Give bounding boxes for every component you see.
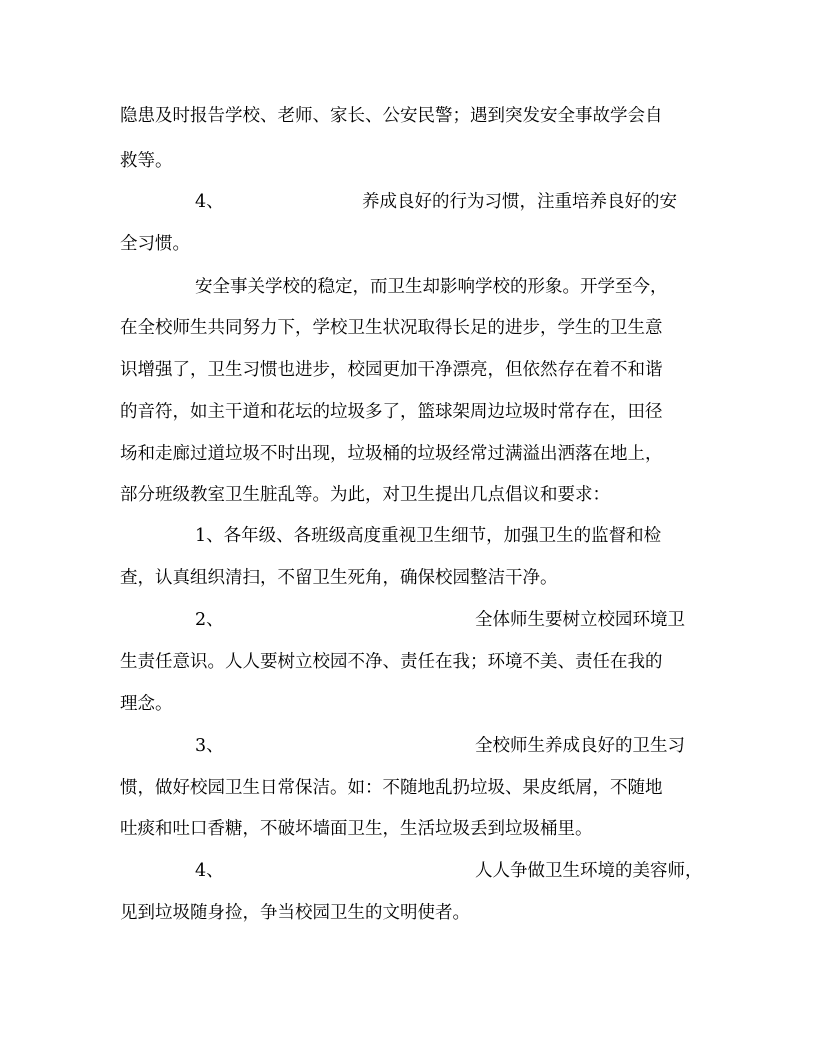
text-line: 识增强了，卫生习惯也进步，校园更加干净漂亮，但依然存在着不和谐 (120, 360, 663, 380)
text-line: 隐患及时报告学校、老师、家长、公安民警；遇到突发安全事故学会自 (120, 106, 663, 126)
list-number: 4、 (195, 861, 224, 881)
text-line: 见到垃圾随身捡，争当校园卫生的文明使者。 (120, 903, 470, 923)
text-line: 全习惯。 (120, 234, 190, 254)
text-line: 人人争做卫生环境的美容师， (475, 861, 703, 881)
text-line: 场和走廊过道垃圾不时出现，垃圾桶的垃圾经常过满溢出洒落在地上， (120, 444, 663, 464)
text-line: 安全事关学校的稳定，而卫生却影响学校的形象。开学至今， (195, 277, 668, 297)
text-line: 吐痰和吐口香糖，不破坏墙面卫生，生活垃圾丢到垃圾桶里。 (120, 819, 593, 839)
list-number: 2、 (195, 610, 224, 630)
text-line: 全校师生养成良好的卫生习 (475, 736, 685, 756)
text-line: 生责任意识。人人要树立校园不净、责任在我；环境不美、责任在我的 (120, 652, 663, 672)
text-line: 理念。 (120, 694, 173, 714)
text-line: 养成良好的行为习惯，注重培养良好的安 (362, 192, 677, 212)
text-line: 惯，做好校园卫生日常保洁。如：不随地乱扔垃圾、果皮纸屑，不随地 (120, 778, 663, 798)
text-line: 救等。 (120, 151, 173, 171)
text-line: 全体师生要树立校园环境卫 (475, 610, 685, 630)
list-number: 4、 (195, 192, 224, 212)
list-number: 3、 (195, 736, 224, 756)
text-line: 的音符，如主干道和花坛的垃圾多了，篮球架周边垃圾时常存在，田径 (120, 402, 663, 422)
text-line: 1、各年级、各班级高度重视卫生细节，加强卫生的监督和检 (195, 526, 662, 546)
text-line: 在全校师生共同努力下，学校卫生状况取得长足的进步，学生的卫生意 (120, 318, 663, 338)
text-line: 部分班级教室卫生脏乱等。为此，对卫生提出几点倡议和要求： (120, 485, 610, 505)
text-line: 查，认真组织清扫，不留卫生死角，确保校园整洁干净。 (120, 568, 558, 588)
